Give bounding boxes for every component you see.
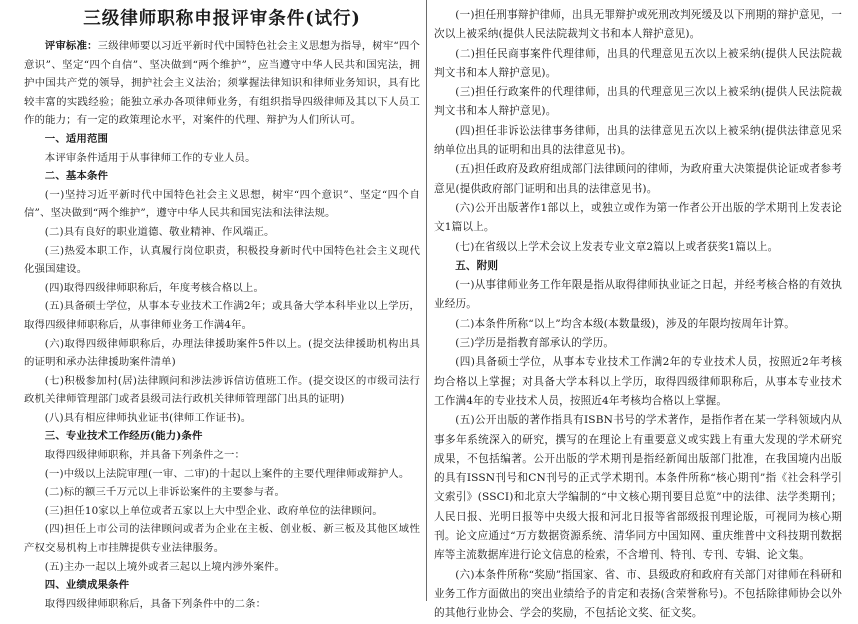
paragraph [24,595,420,614]
section-heading: 二、基本条件 [44,170,109,183]
paragraph-text: (三)热爱本职工作，认真履行岗位职责，积极投身新时代中国特色社会主义现代化强国建设。 [24,244,420,276]
right-column [434,6,842,620]
paragraph [434,83,842,122]
paragraph-text: 取得四级律师职称，并具备下列条件之一： [44,449,246,462]
paragraph-text: (二)标的额三千万元以上非诉讼案件的主要参与者。 [44,486,286,499]
paragraph-text: (六)取得四级律师职称后，办理法律援助案件5件以上。(提交法律援助机构出具的证明和承办法律援助案件清单) [24,337,420,369]
paragraph [434,238,842,257]
paragraph [24,149,420,168]
paragraph [434,334,842,353]
paragraph-text: (六)公开出版著作1部以上，或独立或作为第一作者公开出版的学术期刊上发表论文1篇以上。 [434,201,842,234]
paragraph-text: (三)担任10家以上单位或者五家以上大中型企业、政府单位的法律顾问。 [44,504,383,517]
section-heading: 四、业绩成果条件 [44,579,130,592]
paragraph [24,483,420,502]
paragraph-text: (二)担任民商事案件代理律师，出具的代理意见五次以上被采纳(提供人民法院裁判文书和本人辩护意见)。 [434,47,842,79]
paragraph [24,186,420,223]
paragraph [434,199,842,238]
paragraph-text: (二)具有良好的职业道德、敬业精神、作风端正。 [44,225,275,238]
paragraph [434,566,842,624]
paragraph-text: (四)担任非诉讼法律事务律师，出具的法律意见五次以上被采纳(提供法律意见采纳单位出具的证明和出具的法律意见书)。 [434,124,842,157]
paragraph [24,335,420,372]
paragraph-text: (七)积极参加村(居)法律顾问和涉法涉诉信访值班工作。(提交设区的市级司法行政机关律师管理部门或者县级司法行政机关律师管理部门出具的证明) [24,374,420,406]
paragraph-text: (一)担任刑事辩护律师，出具无罪辩护或死刑改判死缓及以下刑期的辩护意见，一次以上被采纳(提供人民法院裁判文书和本人辩护意见)。 [434,9,842,41]
paragraph [24,37,420,130]
paragraph [24,446,420,465]
paragraph [24,409,420,428]
section-heading: 三、专业技术工作经历(能力)条件 [44,430,203,443]
paragraph-text: (三)担任行政案件的代理律师，出具的代理意见三次以上被采纳(提供人民法院裁判文书和本人辩护意见)。 [434,86,842,118]
paragraph-text: (一)坚持习近平新时代中国特色社会主义思想，树牢“四个意识”、坚定“四个自信”、坚决做到“两个维护”，遵守中华人民共和国宪法和法律法规。 [24,188,420,220]
paragraph-text: (七)在省级以上学术会议上发表专业文章2篇以上或者获奖1篇以上。 [455,240,779,253]
paragraph-text: (五)担任政府及政府组成部门法律顾问的律师，为政府重大决策提供论证或者参考意见(提供政府部门证明和出具的法律意见书)。 [434,163,842,195]
paragraph [24,520,420,557]
paragraph [434,315,842,334]
paragraph-text: (一)中级以上法院审理(一审、二审)的十起以上案件的主要代理律师或辩护人。 [44,467,410,480]
paragraph [24,279,420,298]
paragraph-text: (四)具备硕士学位，从事本专业技术工作满2年的专业技术人员，按照近2年考核均合格以上掌握；对具备大学本科以上学历，取得四级律师职称后，从事本专业技术工作满4年的专业技术人员，按照近4年考核均合格以上掌握。 [434,356,842,407]
right-body [434,6,842,624]
paragraph [434,122,842,161]
paragraph-text: 三级律师要以习近平新时代中国特色社会主义思想为指导，树牢“四个意识”、坚定“四个自信”、坚决做到“两个维护”，应当遵守中华人民共和国宪法，拥护中国共产党的领导，拥护社会主义法治；须掌握法律知识和律师业务知识，具有比较丰富的实践经验；能独立承办各项律师业务，有组织指导四级律师及其以下人员工作的能力；有一定的政策理论水平，对案件的代理、辩护为人们所认可。 [24,40,420,127]
paragraph-text: (五)公开出版的著作指具有ISBN书号的学术著作，是指作者在某一学科领域内从事多年系统深入的研究，撰写的在理论上有重要意义或实践上有重大发现的学术研究成果，不包括编著。公开出版的学术期刊是指经新闻出版部门批准，在我国境内出版的具有ISSN刊号和CN刊号的正式学术期刊。本条件所称“核心期刊”指《社会科学引文索引》(SSCI)和北京大学编制的“中文核心期刊要目总览”中的法律、法学类期刊；人民日报、光明日报等中央级大报和河北日报等省部级报刊理论版，可视同为核心期刊。论文应通过“万方数据资源系统、清华同方中国知网、重庆维普中文科技期刊数据库等主流数据库进行论文信息的检索，不含增刊、特刊、专刊、专辑、论文集。 [434,414,842,562]
paragraph-text: (五)主办一起以上境外或者三起以上境内涉外案件。 [44,560,286,573]
paragraph [24,372,420,409]
paragraph [434,160,842,199]
paragraph [434,353,842,411]
paragraph-text: (三)学历是指教育部承认的学历。 [455,337,615,350]
paragraph [434,276,842,315]
section-heading: 一、适用范围 [44,132,109,145]
paragraph-text: 取得四级律师职称后，具备下列条件中的二条： [44,597,267,610]
paragraph [24,465,420,484]
paragraph [24,502,420,521]
paragraph [24,297,420,334]
paragraph-text: (五)具备硕士学位，从事本专业技术工作满2年；或具备大学本科毕业以上学历，取得四级律师职称后，从事律师业务工作满4年。 [24,300,420,331]
paragraph [24,223,420,242]
paragraph [434,411,842,565]
paragraph [434,45,842,84]
column-divider [426,0,427,601]
paragraph-text: (八)具有相应律师执业证书(律师工作证书)。 [44,411,252,424]
left-body [24,37,420,613]
left-column [24,4,420,610]
paragraph-text: (六)本条件所称“奖励”指国家、省、市、县级政府和政府有关部门对律师在科研和业务工作方面做出的突出业绩给予的肯定和表扬(含荣誉称号)。不包括除律师协会以外的其他行业协会、学会的奖励，不包括论文奖、征文奖。 [434,568,842,620]
paragraph [24,242,420,279]
section-heading: 五、附则 [455,259,499,272]
paragraph-text: (四)担任上市公司的法律顾问或者为企业在主板、创业板、新三板及其他区域性产权交易机构上市挂牌提供专业法律服务。 [24,523,420,555]
paragraph-text: (一)从事律师业务工作年限是指从取得律师执业证之日起，并经考核合格的有效执业经历。 [434,279,842,311]
paragraph [434,6,842,45]
paragraph-text: 本评审条件适用于从事律师工作的专业人员。 [44,151,256,164]
paragraph [24,558,420,577]
document-title: 三级律师职称申报评审条件(试行) [83,9,361,29]
paragraph-text: (四)取得四级律师职称后，年度考核合格以上。 [44,281,265,294]
lead-label: 评审标准： [44,40,98,52]
paragraph-text: (二)本条件所称“以上”均含本级(本数量级)，涉及的年限均按周年计算。 [455,317,796,330]
